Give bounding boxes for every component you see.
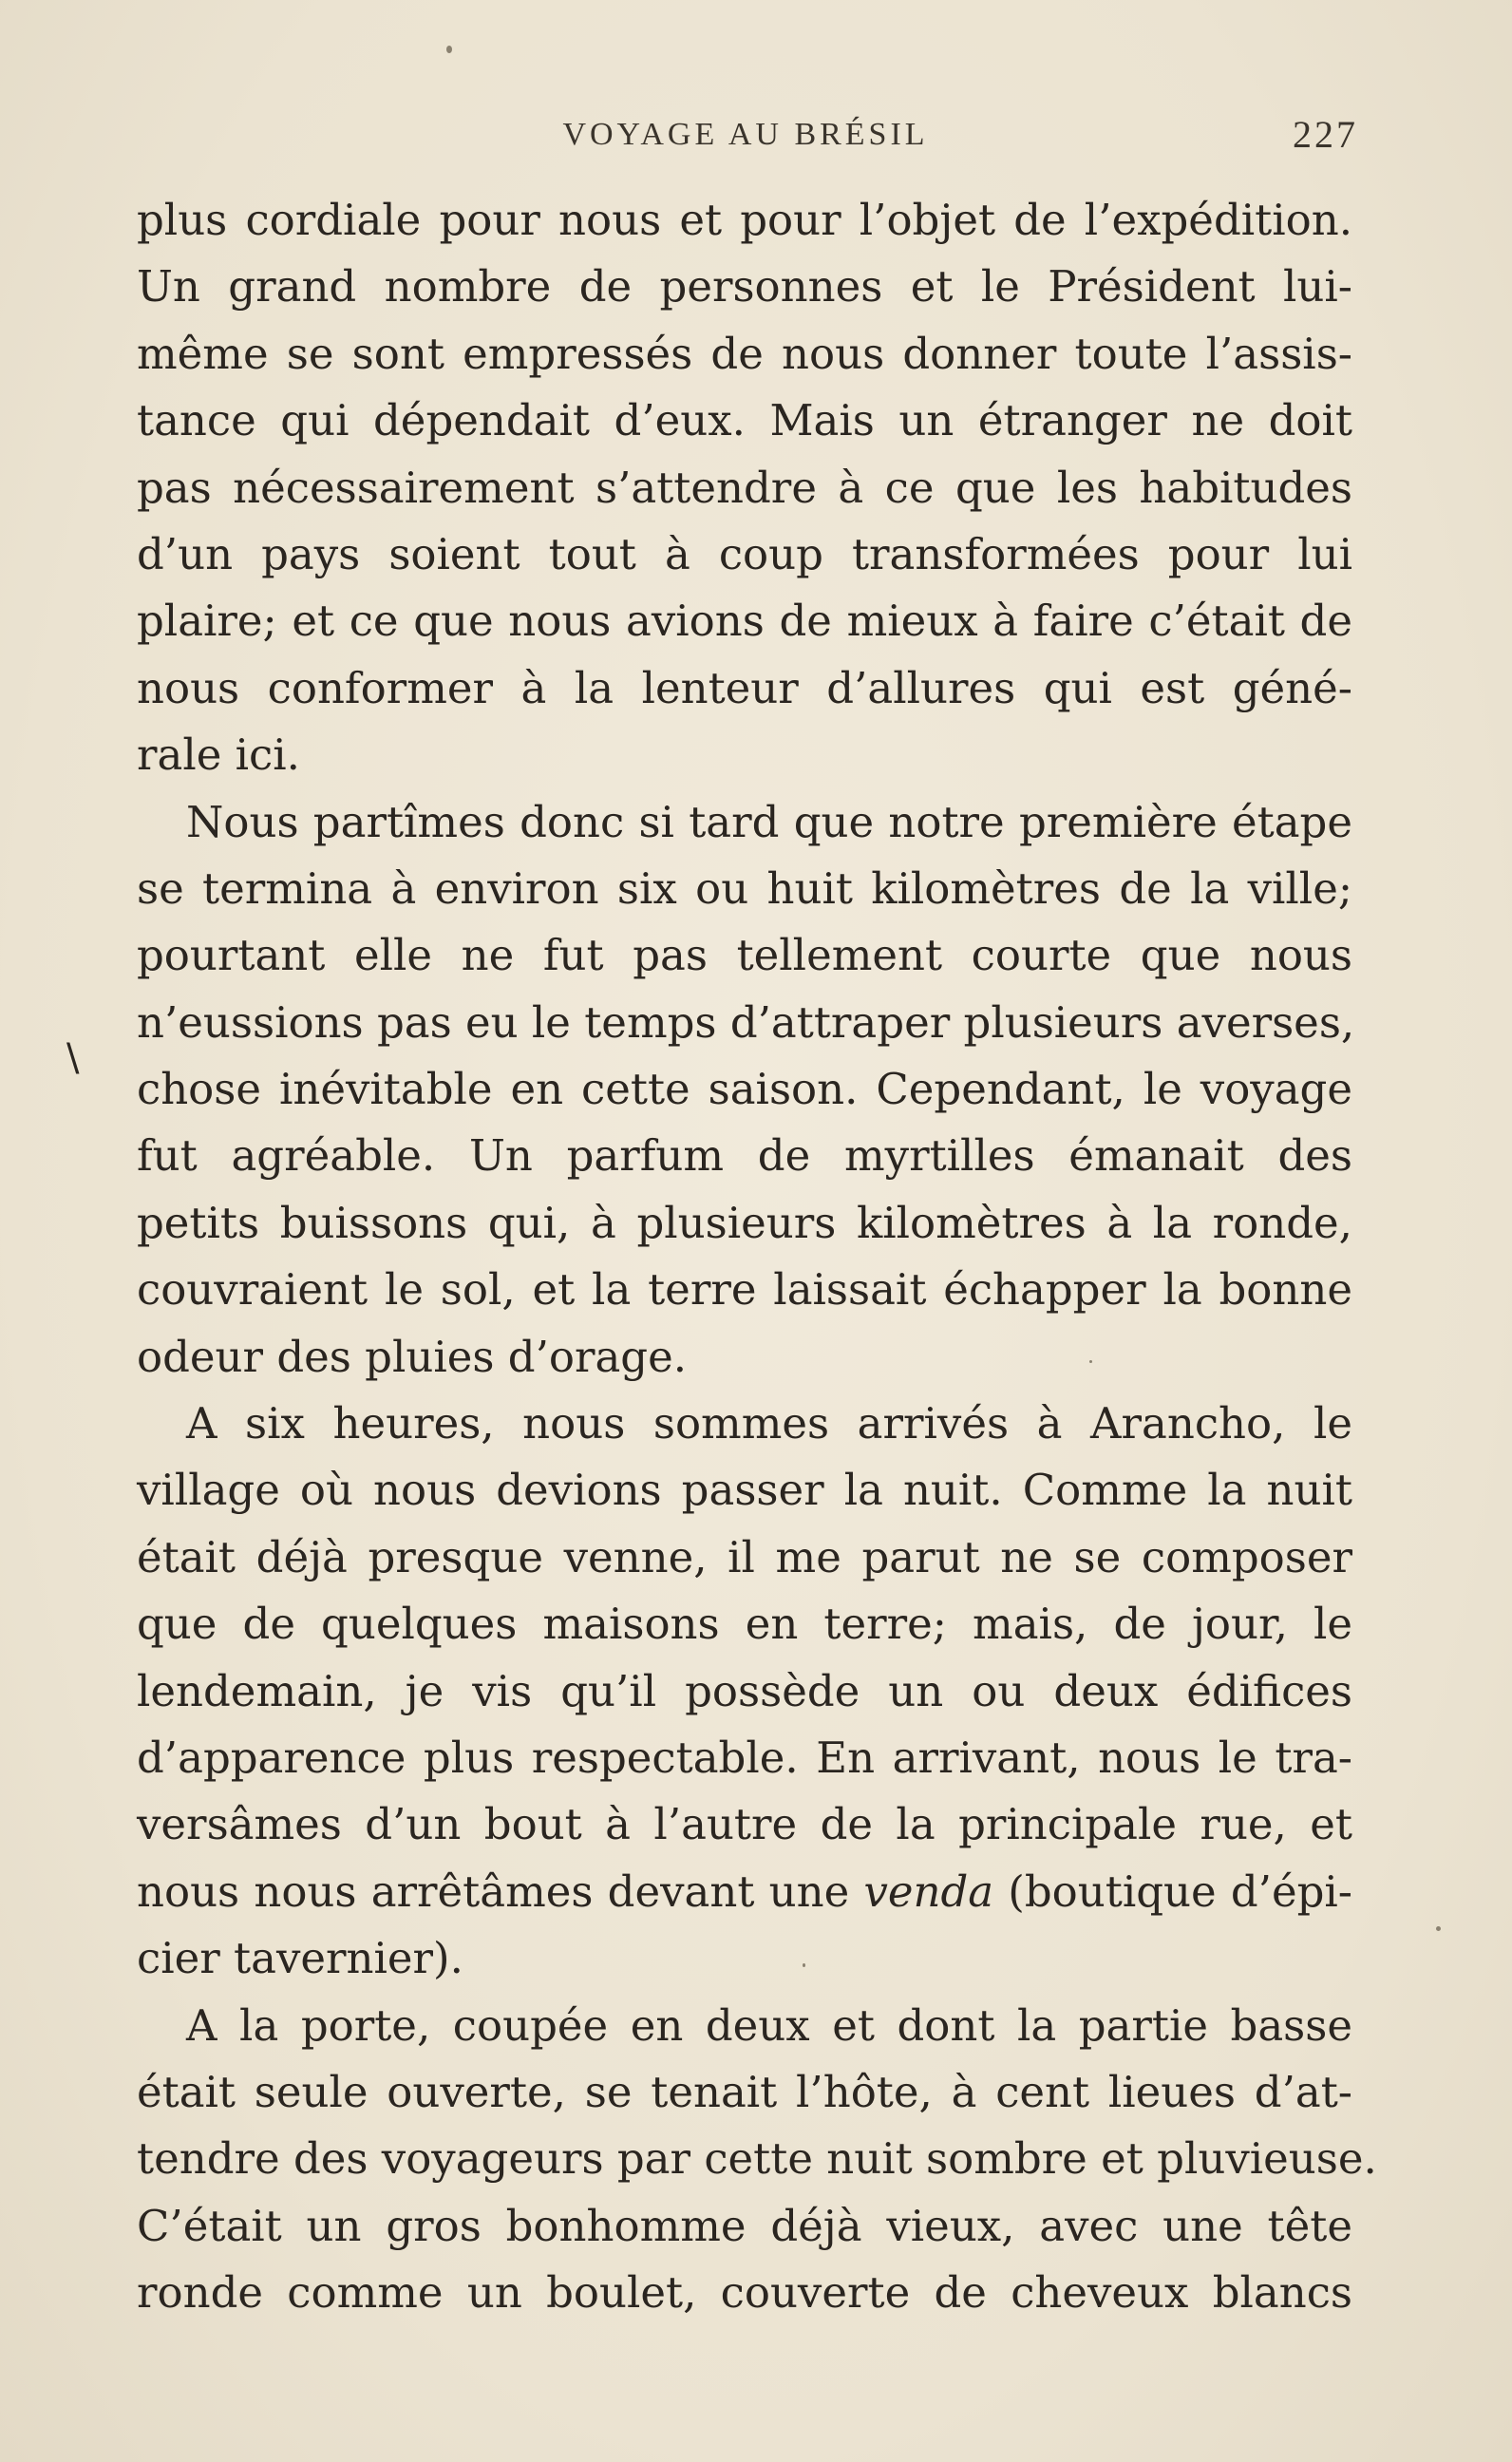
text-line: lendemain, je vis qu’il possède un ou deux édifices — [137, 1665, 1352, 1716]
body-text — [137, 187, 1377, 2327]
page-number: 227 — [1293, 113, 1358, 156]
text-fragment: nous nous arrêtâmes devant une — [137, 1865, 864, 1917]
text-line: tendre des voyageurs par cette nuit sombre et pluvieuse. — [137, 2133, 1377, 2185]
text-line: pas nécessairement s’attendre à ce que les habitudes — [137, 462, 1352, 513]
running-header — [133, 106, 1358, 163]
paragraph-start-line: A la porte, coupée en deux et dont la partie basse — [186, 1999, 1352, 2051]
text-line: chose inévitable en cette saison. Cependant, le voyage — [137, 1064, 1352, 1115]
text-line: Un grand nombre de personnes et le Président lui- — [137, 261, 1352, 312]
text-line: n’eussions pas eu le temps d’attraper plusieurs averses, — [137, 996, 1355, 1048]
margin-mark: \ — [66, 1036, 80, 1080]
paragraph-start-line: A six heures, nous sommes arrivés à Arancho, le — [186, 1398, 1352, 1449]
text-line-with-italic — [137, 1859, 1352, 1925]
text-line: village où nous devions passer la nuit. Comme la nuit — [137, 1465, 1352, 1516]
text-line: ronde comme un boulet, couverte de cheveux blancs — [137, 2267, 1352, 2319]
text-line: même se sont empressés de nous donner toute l’assis- — [137, 328, 1352, 379]
text-line: était seule ouverte, se tenait l’hôte, à cent lieues d’at- — [137, 2066, 1352, 2117]
text-line: petits buissons qui, à plusieurs kilomètres à la ronde, — [137, 1197, 1352, 1248]
paper-speck — [446, 46, 452, 53]
text-line: pourtant elle ne fut pas tellement courte que nous — [137, 930, 1352, 981]
text-line: plaire; et ce que nous avions de mieux à faire c’était de — [137, 596, 1352, 647]
text-line: versâmes d’un bout à l’autre de la principale rue, et — [137, 1799, 1352, 1850]
text-line: plus cordiale pour nous et pour l’objet de l’expédition. — [137, 195, 1352, 245]
text-line: couvraient le sol, et la terre laissait échapper la bonne — [137, 1264, 1352, 1316]
running-title: VOYAGE AU BRÉSIL — [562, 117, 929, 152]
text-line: tance qui dépendait d’eux. Mais un étranger ne doit — [137, 395, 1352, 446]
text-line: d’un pays soient tout à coup transformées pour lui — [137, 528, 1352, 579]
text-line: nous conformer à la lenteur d’allures qui est géné- — [137, 662, 1352, 713]
paragraph-end-line: odeur des pluies d’orage. — [137, 1331, 688, 1382]
italic-term-venda: venda — [863, 1865, 994, 1917]
text-fragment: (boutique d’épi- — [993, 1865, 1352, 1917]
text-line: fut agréable. Un parfum de myrtilles émanait des — [137, 1130, 1352, 1182]
text-line: C’était un gros bonhomme déjà vieux, avec une tête — [137, 2200, 1352, 2251]
text-line: d’apparence plus respectable. En arrivant, nous le tra- — [137, 1732, 1352, 1783]
text-line: était déjà presque venne, il me parut ne se composer — [137, 1531, 1352, 1582]
paragraph-start-line: Nous partîmes donc si tard que notre première étape — [186, 796, 1352, 847]
text-line: que de quelques maisons en terre; mais, de jour, le — [137, 1599, 1352, 1650]
paragraph-end-line: cier tavernier). — [137, 1933, 463, 1984]
text-line: se termina à environ six ou huit kilomètres de la ville; — [137, 862, 1352, 914]
paper-speck — [1436, 1926, 1441, 1931]
paragraph-end-line: rale ici. — [137, 729, 300, 781]
